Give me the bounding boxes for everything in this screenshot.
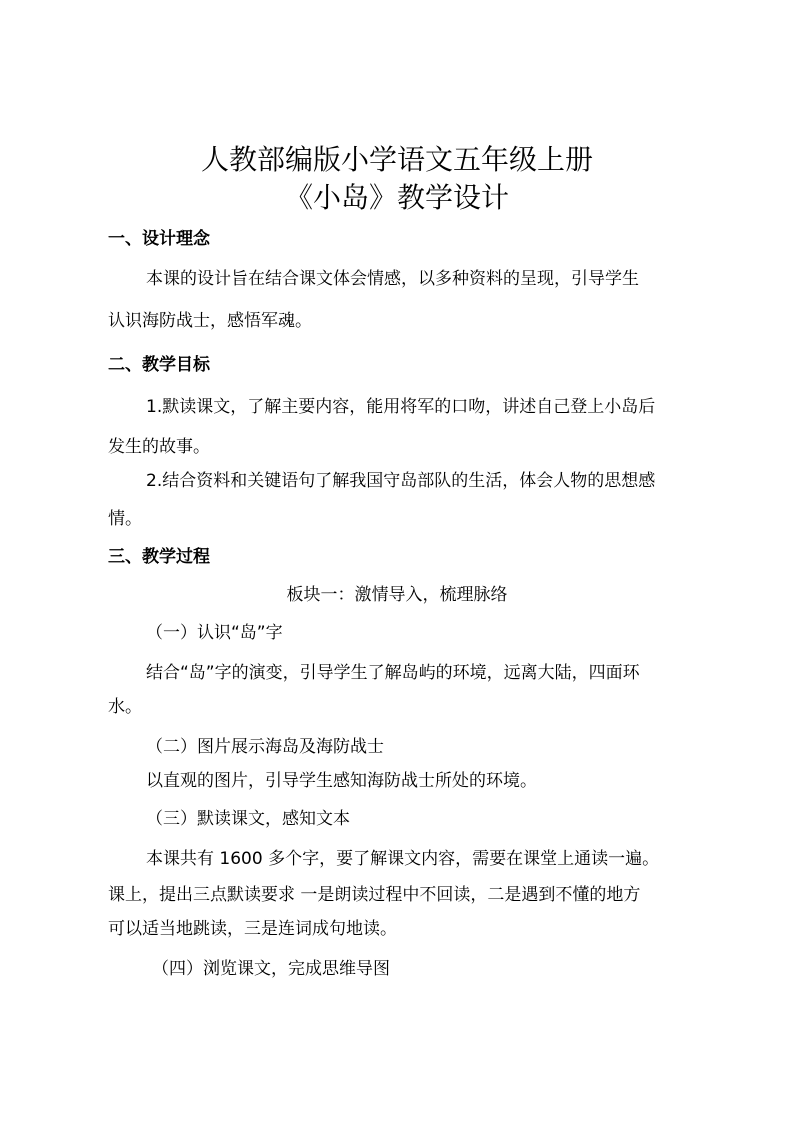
subsection-3-line-2: 课上，提出三点默读要求 一是朗读过程中不回读，二是遇到不懂的地方 (108, 885, 641, 905)
subsection-3-line-3: 可以适当地跳读，三是连词成句地读。 (108, 919, 397, 939)
design-concept-line-2: 认识海防战士，感悟军魂。 (108, 311, 312, 331)
subsection-2-line-1: 以直观的图片，引导学生感知海防战士所处的环境。 (146, 771, 537, 791)
subsection-heading-3: （三）默读课文，感知文本 (146, 809, 350, 829)
subsection-heading-1: （一）认识“岛”字 (146, 623, 283, 643)
section-heading-teaching-goals: 二、教学目标 (108, 355, 210, 375)
goal-2-line-2: 情。 (108, 509, 142, 529)
section-heading-design-concept: 一、设计理念 (108, 229, 210, 249)
document-title-line-1: 人教部编版小学语文五年级上册 (200, 143, 593, 176)
subsection-heading-2: （二）图片展示海岛及海防战士 (146, 737, 384, 757)
document-title-line-2: 《小岛》教学设计 (284, 181, 509, 214)
block-1-title: 板块一：激情导入，梳理脉络 (286, 585, 508, 605)
goal-1-line-2: 发生的故事。 (108, 437, 210, 457)
subsection-3-line-1: 本课共有 1600 多个字，要了解课文内容，需要在课堂上通读一遍。 (146, 849, 660, 869)
goal-1-line-1: 1.默读课文，了解主要内容，能用将军的口吻，讲述自己登上小岛后 (146, 397, 656, 417)
subsection-1-line-2: 水。 (108, 697, 142, 717)
section-heading-teaching-process: 三、教学过程 (108, 547, 210, 567)
design-concept-line-1: 本课的设计旨在结合课文体会情感，以多种资料的呈现，引导学生 (146, 269, 639, 289)
goal-2-line-1: 2.结合资料和关键语句了解我国守岛部队的生活，体会人物的思想感 (146, 471, 656, 491)
subsection-1-line-1: 结合“岛”字的演变，引导学生了解岛屿的环境，远离大陆，四面环 (146, 663, 640, 683)
subsection-heading-4: （四）浏览课文，完成思维导图 (152, 959, 390, 979)
